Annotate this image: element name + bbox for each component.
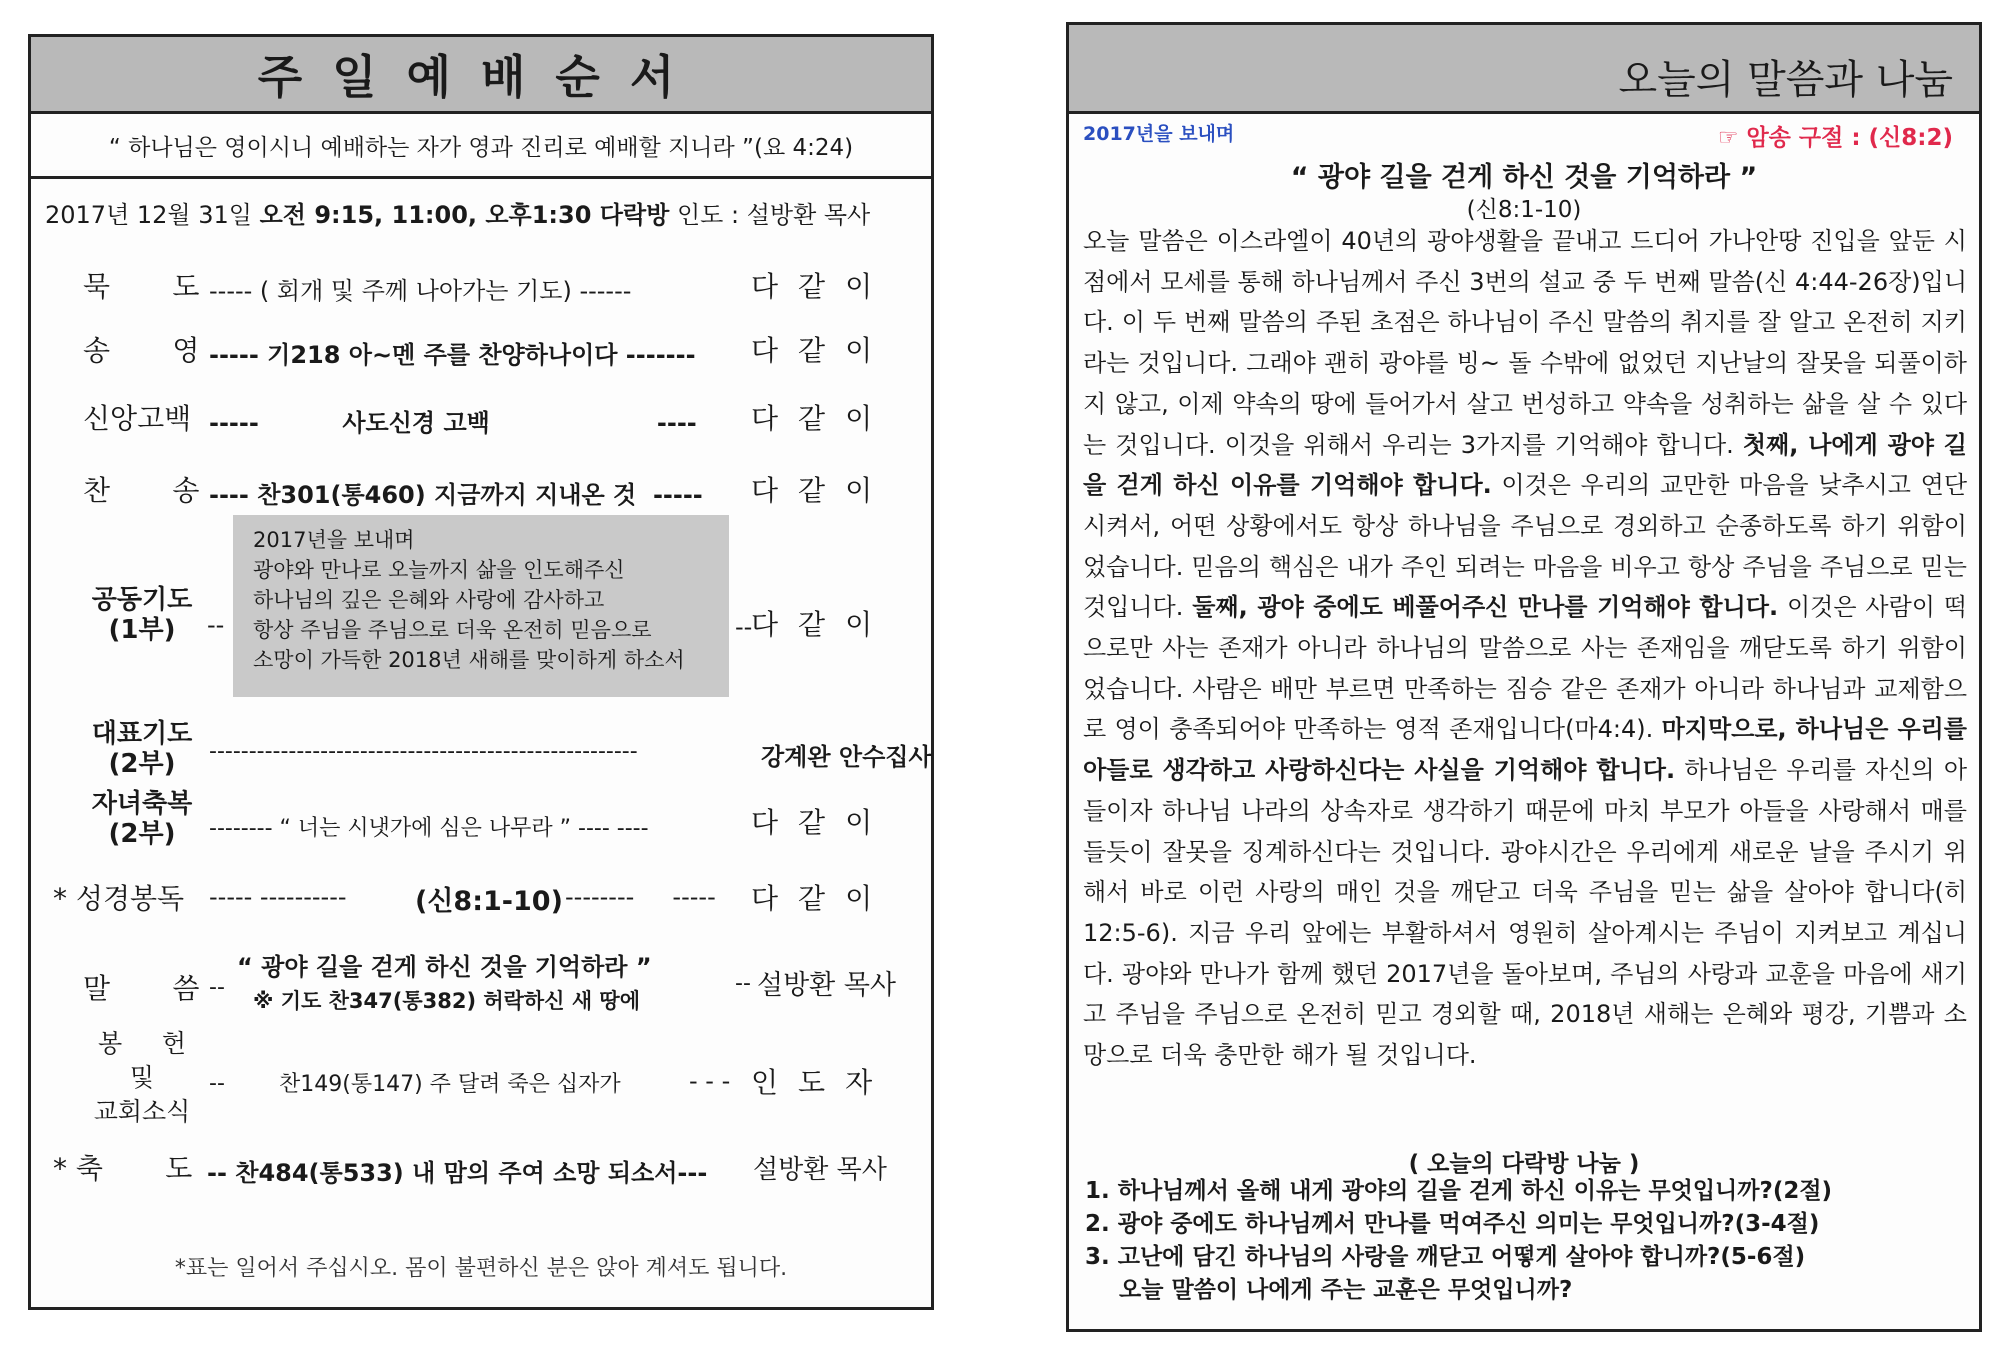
row-label: 찬 송	[83, 474, 200, 507]
share-questions	[1085, 1175, 1969, 1307]
row-content: ----- 기218 아~멘 주를 찬양하나이다 -------	[209, 341, 696, 369]
sermon-sharing-title: 오늘의 말씀과 나눔	[1618, 57, 1953, 103]
point-first: 첫째, 나에게 광야 길을 걷게 하신 이유를 기억해야 합니다.	[1083, 430, 1967, 500]
order-row-hymn	[31, 469, 931, 519]
row-leader: 설방환 목사	[753, 1155, 887, 1185]
sermon-dash-right: --	[735, 971, 751, 996]
sermon-reference: (신8:1-10)	[1466, 197, 1582, 223]
service-date: 2017년 12월 31일	[45, 201, 252, 229]
sermon-title: “ 광야 길을 걷게 하신 것을 기억하라 ”	[237, 953, 652, 981]
share-title: ( 오늘의 다락방 나눔 )	[1408, 1151, 1640, 1177]
scripture-ref: (신8:1-10)	[415, 886, 563, 917]
sermon-tag: 2017년을 보내며	[1083, 123, 1235, 145]
question-item: 3. 고난에 담긴 하나님의 사랑을 깨닫고 어떻게 살아야 합니까?(5-6절)	[1085, 1244, 1806, 1270]
sermon-title: “ 광야 길을 걷게 하신 것을 기억하라 ”	[1290, 162, 1758, 193]
sermon-label: 말 씀	[83, 972, 200, 1005]
sermon-sharing-header	[1069, 25, 1979, 114]
sermon-sharing-panel	[1066, 22, 1982, 1332]
row-dashes-tail: -------- -----	[565, 883, 716, 911]
memory-verse: ☞ 암송 구절 : (신8:2)	[1717, 125, 1953, 151]
row-leader: 다같이	[751, 270, 893, 303]
row-content: -- 찬484(통533) 내 맘의 주여 소망 되소서---	[207, 1159, 708, 1187]
joint-prayer-text	[233, 515, 729, 697]
child-blessing-label	[87, 789, 197, 849]
offering-hymn: 찬149(통147) 주 달려 죽은 십자가	[279, 1072, 621, 1097]
rep-prayer-label	[87, 719, 197, 779]
row-leader: 다같이	[751, 334, 893, 367]
rep-prayer-leader: 강계완 안수집사	[761, 743, 932, 771]
order-row-creed	[31, 397, 931, 447]
prayer-line: 소망이 가득한 2018년 새해를 맞이하게 하소서	[253, 648, 685, 672]
sermon-preacher: 설방환 목사	[757, 970, 896, 1001]
body-text: 하나님은 우리를 자신의 아들이자 하나님 나라의 상속자로 생각하기 때문에 마치 부모가 아들을 사랑해서 매를 들듯이 잘못을 징계하신다는 것입니다. 광야시간은 우리에게 새로운 날을 주시기 위해서 바로 이런 사랑의 매인 것을 깨닫고 더욱 주님을 믿는 삶을 살아야 합니다(히 12:5-6). 지금 우리 앞에는 부활하셔서 영원히 살아계시는 주님이 지켜보고 계십니다. 광야와 만나가 함께 했던 2017년을 돌아보며, 주님의 사랑과 교훈을 마음에 새기고 주님을 주님으로 온전히 믿고 경외할 때, 2018년 새해는 은혜와 평강, 기쁨과 소망으로 더욱 충만한 해가 될 것입니다.	[1083, 756, 1968, 1070]
row-content: ----- ( 회개 및 주께 나아가는 기도) ------	[209, 277, 632, 305]
prayer-line: 광야와 만나로 오늘까지 삶을 인도해주신	[253, 558, 625, 582]
row-label: * 성경봉독	[53, 882, 185, 915]
row-label: 신앙고백	[83, 402, 192, 435]
prayer-line: 2017년을 보내며	[253, 528, 415, 552]
rep-prayer-part: (2부)	[108, 749, 176, 779]
prayer-line: 하나님의 깊은 은혜와 사랑에 감사하고	[253, 588, 605, 612]
joint-prayer-label	[87, 585, 197, 645]
standing-footnote: *표는 일어서 주십시오. 몸이 불편하신 분은 앉아 계셔도 됩니다.	[174, 1256, 788, 1281]
sermon-body	[1083, 221, 1967, 1076]
offering-label-3: 교회소식	[93, 1097, 191, 1126]
body-text: 이것은 사람이 떡으로만 사는 존재가 아니라 하나님의 말씀으로 사는 존재임을 깨닫도록 하기 위함이었습니다. 사람은 배만 부르면 만족하는 짐승 같은 존재가 아니라 하나님과 교제함으로 영이 충족되어야 만족하는 영적 존재입니다(마4:4).	[1083, 593, 1967, 744]
rep-prayer-title: 대표기도	[91, 719, 193, 749]
offering-label-1: 봉 헌	[97, 1029, 187, 1058]
service-times: 오전 9:15, 11:00, 오후1:30 다락방	[259, 201, 670, 229]
row-content: ---- 찬301(통460) 지금까지 지내온 것 -----	[209, 481, 703, 509]
row-content: ----- 사도신경 고백 ----	[209, 409, 697, 437]
joint-prayer-leader: 다같이	[751, 608, 893, 641]
offering-leader: 인도자	[751, 1066, 893, 1099]
child-blessing-content: -------- “ 너는 시냇가에 심은 나무라 ” ---- ----	[209, 816, 649, 841]
service-dateline	[45, 195, 870, 230]
question-item: 2. 광야 중에도 하나님께서 만나를 먹여주신 의미는 무엇입니까?(3-4절)	[1085, 1211, 1820, 1237]
joint-prayer-part: (1부)	[108, 615, 176, 645]
offering-label-2: 및	[129, 1063, 155, 1092]
worship-order-title: 주일예배순서	[31, 37, 931, 114]
row-label: 송 영	[83, 334, 200, 367]
child-blessing-title: 자녀축복	[91, 789, 193, 819]
order-row-doxology	[31, 329, 931, 379]
joint-prayer-dash-left: --	[207, 611, 225, 639]
child-blessing-part: (2부)	[108, 819, 176, 849]
rep-prayer-dashes: ------------------------------------------------------	[209, 739, 638, 764]
joint-prayer-title: 공동기도	[91, 585, 193, 615]
offering-dash-right: - - -	[689, 1067, 731, 1095]
order-row-scripture	[31, 877, 931, 927]
body-text: 이것은 우리의 교만한 마음을 낮추시고 연단시켜서, 어떤 상황에서도 항상 하나님을 주님으로 경외하고 순종하도록 하기 위함이었습니다. 믿음의 핵심은 내가 주인 되려는 마음을 비우고 항상 주님을 주님으로 믿는 것입니다.	[1083, 471, 1968, 622]
worship-order-panel	[28, 34, 934, 1310]
row-leader: 다같이	[751, 882, 893, 915]
row-leader: 다같이	[751, 402, 893, 435]
offering-label	[87, 1027, 197, 1129]
prayer-line: 항상 주님을 주님으로 더욱 온전히 믿음으로	[253, 618, 652, 642]
offering-dash-left: --	[209, 1071, 225, 1096]
sermon-hymn: ※ 기도 찬347(통382) 허락하신 새 땅에	[253, 989, 640, 1013]
row-dashes: ----- ----------	[209, 883, 347, 911]
question-item: 1. 하나님께서 올해 내게 광야의 길을 걷게 하신 이유는 무엇입니까?(2절)	[1085, 1178, 1833, 1204]
joint-prayer-dash-right: --	[735, 613, 753, 641]
child-blessing-leader: 다같이	[751, 806, 893, 839]
body-text: 오늘 말씀은 이스라엘이 40년의 광야생활을 끝내고 드디어 가나안땅 진입을 앞둔 시점에서 모세를 통해 하나님께서 주신 3번의 설교 중 두 번째 말씀(신 4:44-26장)입니다. 이 두 번째 말씀의 주된 초점은 하나님이 주신 말씀의 취지를 잘 알고 온전히 지키라는 것입니다. 그래야 괜히 광야를 빙~ 돌 수밖에 없었던 지난날의 잘못을 되풀이하지 않고, 이제 약속의 땅에 들어가서 살고 번성하고 약속을 성취하는 삶을 살 수 있다는 것입니다. 이것을 위해서 우리는 3가지를 기억해야 합니다.	[1083, 227, 1967, 459]
point-last: 마지막으로, 하나님은 우리를 아들로 생각하고 사랑하신다는 사실을 기억해야 합니다.	[1083, 715, 1967, 785]
sermon-dash-left: --	[209, 975, 225, 1000]
question-item: 오늘 말씀이 나에게 주는 교훈은 무엇입니까?	[1119, 1277, 1573, 1303]
row-label: 묵 도	[83, 270, 200, 303]
point-second: 둘째, 광야 중에도 베풀어주신 만나를 기억해야 합니다.	[1192, 593, 1779, 622]
order-row-benediction	[31, 1147, 931, 1197]
row-label: * 축 도	[53, 1152, 193, 1185]
order-row-silent-prayer	[31, 265, 931, 315]
row-leader: 다같이	[751, 474, 893, 507]
service-leader: 인도 : 설방환 목사	[676, 201, 871, 229]
theme-verse: “ 하나님은 영이시니 예배하는 자가 영과 진리로 예배할 지니라 ”(요 4:24)	[31, 114, 931, 179]
